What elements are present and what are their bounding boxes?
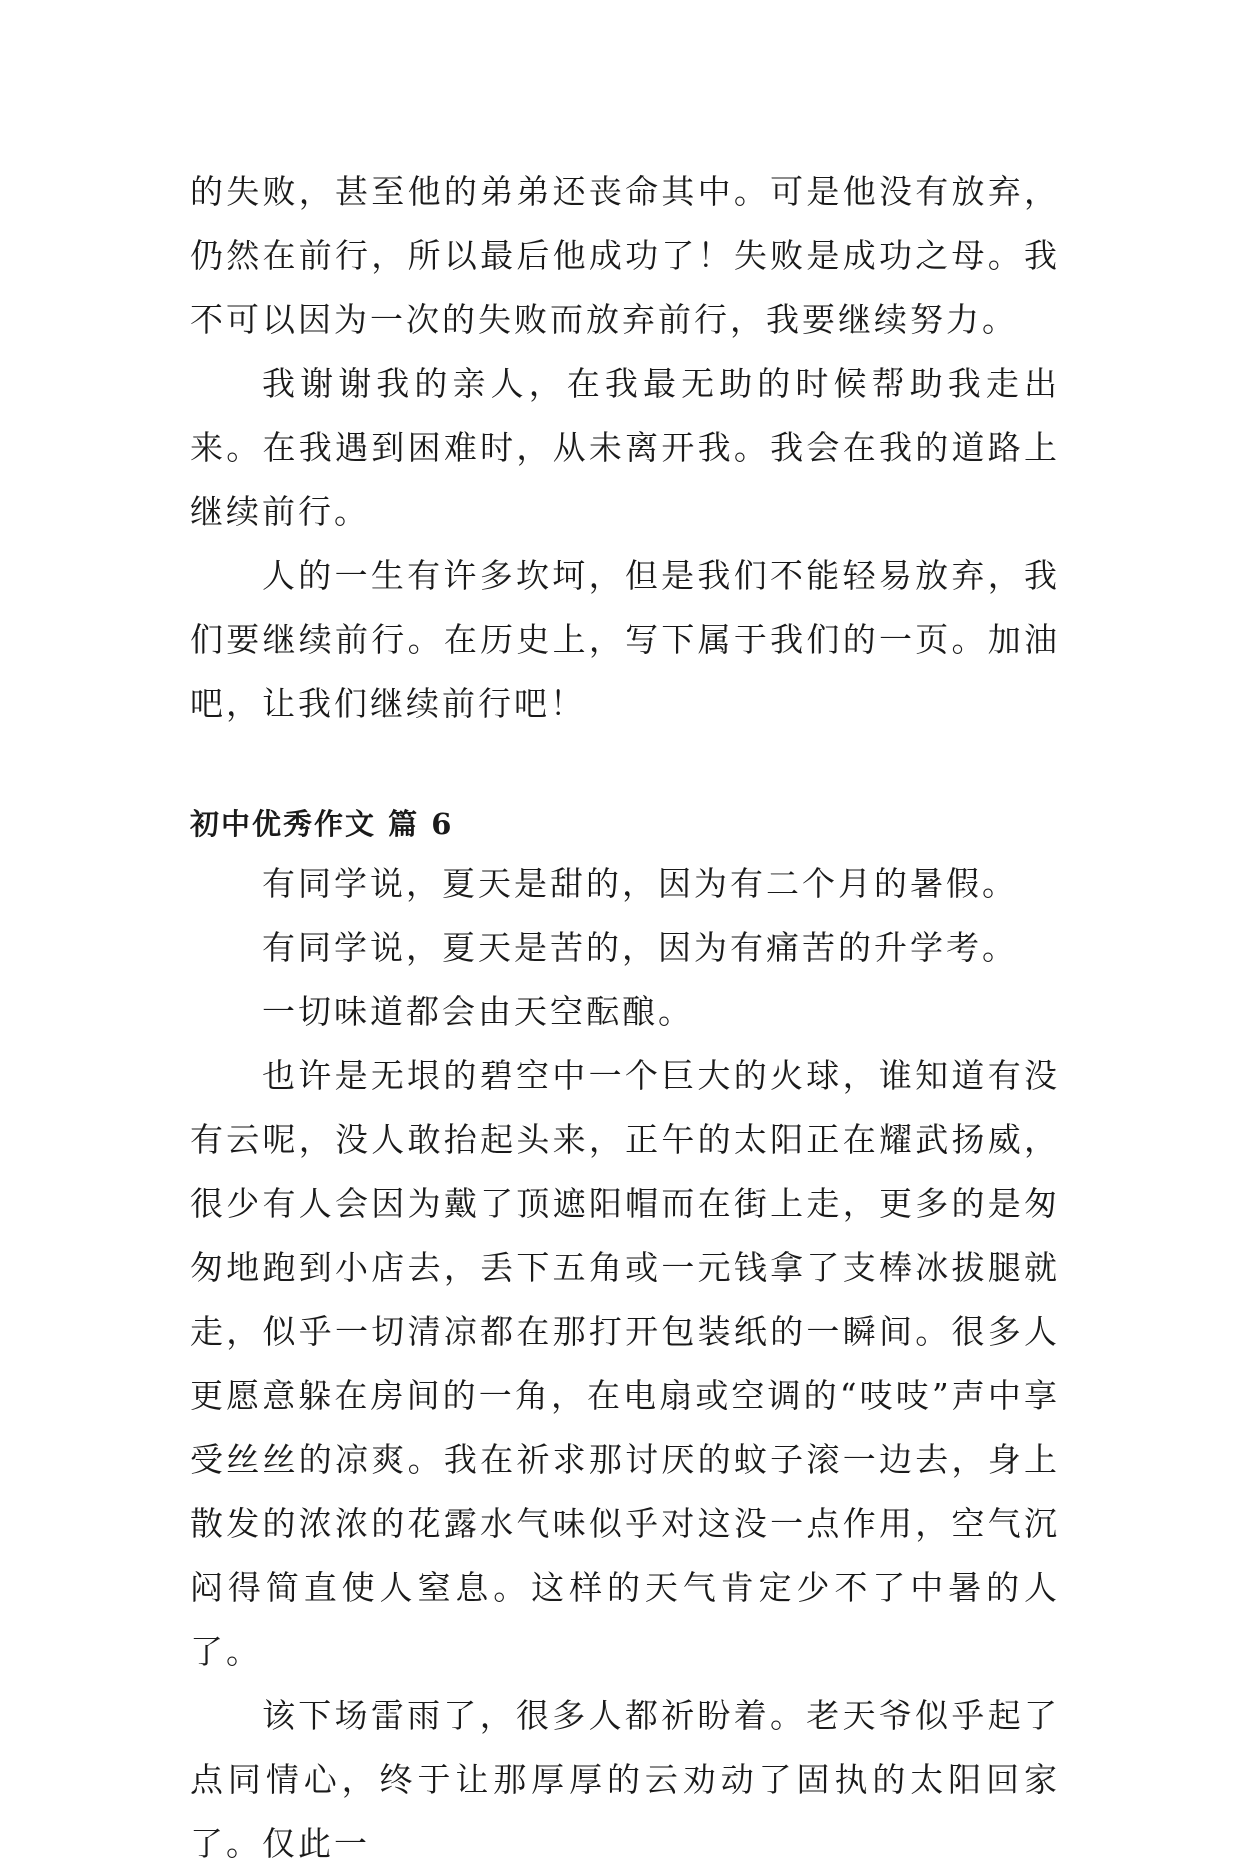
paragraph: 我谢谢我的亲人，在我最无助的时候帮助我走出来。在我遇到困难时，从未离开我。我会在我的道路上继续前行。 <box>190 364 1060 531</box>
paragraph: 有同学说，夏天是甜的，因为有二个月的暑假。 <box>262 864 1018 903</box>
paragraph: 人的一生有许多坎坷，但是我们不能轻易放弃，我们要继续前行。在历史上，写下属于我们的一页。加油吧，让我们继续前行吧！ <box>190 556 1060 723</box>
section-title: 初中优秀作文 篇 6 <box>190 807 454 841</box>
paragraph: 有同学说，夏天是苦的，因为有痛苦的升学考。 <box>262 928 1018 967</box>
paragraph: 的失败，甚至他的弟弟还丧命其中。可是他没有放弃，仍然在前行，所以最后他成功了！失败是成功之母。我不可以因为一次的失败而放弃前行，我要继续努力。 <box>190 172 1060 339</box>
paragraph: 一切味道都会由天空酝酿。 <box>262 992 694 1031</box>
paragraph: 也许是无垠的碧空中一个巨大的火球，谁知道有没有云呢，没人敢抬起头来，正午的太阳正在耀武扬威，很少有人会因为戴了顶遮阳帽而在街上走，更多的是匆匆地跑到小店去，丢下五角或一元钱拿了支棒冰拔腿就走，似乎一切清凉都在那打开包装纸的一瞬间。很多人更愿意躲在房间的一角，在电扇或空调的“吱吱”声中享受丝丝的凉爽。我在祈求那讨厌的蚊子滚一边去，身上散发的浓浓的花露水气味似乎对这没一点作用，空气沉闷得简直使人窒息。这样的天气肯定少不了中暑的人了。 <box>190 1056 1060 1671</box>
paragraph: 该下场雷雨了，很多人都祈盼着。老天爷似乎起了点同情心，终于让那厚厚的云劝动了固执的太阳回家了。仅此一 <box>190 1696 1060 1863</box>
document-body <box>190 160 1060 1876</box>
